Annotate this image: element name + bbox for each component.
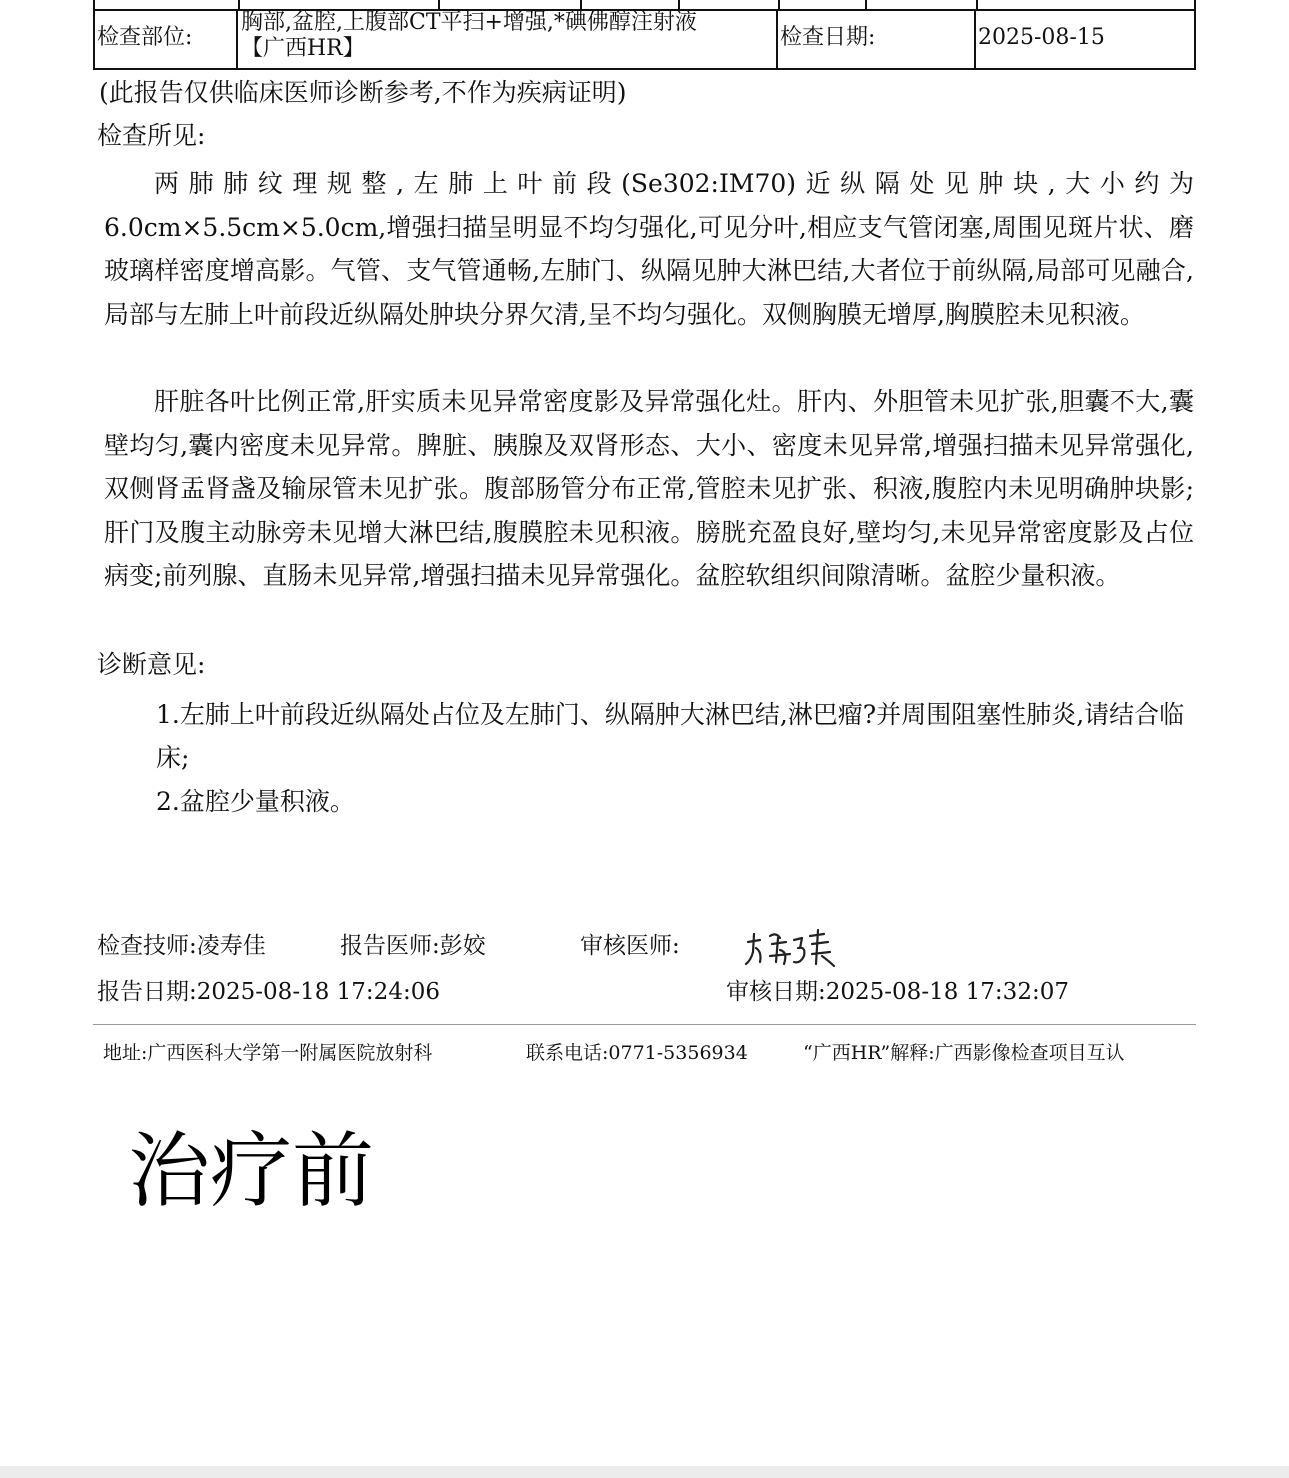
exam-region-value-line2: 【广西HR】: [241, 36, 365, 61]
report-date: 报告日期:2025-08-18 17:24:06: [97, 979, 440, 1005]
footer-divider: [93, 1024, 1196, 1025]
table-divider: [976, 0, 978, 9]
table-divider: [438, 0, 440, 9]
exam-region-value-line1: 胸部,盆腔,上腹部CT平扫+增强,*碘佛醇注射液: [241, 10, 697, 35]
table-divider: [865, 0, 867, 9]
footer-address: 地址:广西医科大学第一附属医院放射科: [103, 1042, 433, 1064]
findings-paragraph-abdomen: 肝脏各叶比例正常,肝实质未见异常密度影及异常强化灶。肝内、外胆管未见扩张,胆囊不大,囊壁均匀,囊内密度未见异常。脾脏、胰腺及双肾形态、大小、密度未见异常,增强扫描未见异常强化,双侧肾盂肾盏及输尿管未见扩张。腹部肠管分布正常,管腔未见扩张、积液,腹腔内未见明确肿块影;肝门及腹主动脉旁未见增大淋巴结,腹膜腔未见积液。膀胱充盈良好,壁均匀,未见异常密度影及占位病变;前列腺、直肠未见异常,增强扫描未见异常强化。盆腔软组织间隙清晰。盆腔少量积液。: [104, 387, 1194, 591]
table-divider: [678, 0, 680, 9]
bottom-bar: [0, 1466, 1289, 1478]
review-date: 审核日期:2025-08-18 17:32:07: [726, 979, 1069, 1005]
table-divider: [238, 0, 240, 9]
exam-info-table: [93, 0, 1196, 70]
table-divider: [778, 0, 780, 9]
exam-region-label: 检查部位:: [95, 9, 238, 68]
diagnosis-item: 1.左肺上叶前段近纵隔处占位及左肺门、纵隔肿大淋巴结,淋巴瘤?并周围阻塞性肺炎,请结合临床;: [156, 700, 1185, 772]
exam-date-value: 2025-08-15: [978, 25, 1105, 50]
exam-date-label: 检查日期:: [778, 9, 976, 68]
diagnosis-item: 2.盆腔少量积液。: [156, 787, 355, 816]
footer-hr-note: “广西HR”解释:广西影像检查项目互认: [803, 1042, 1125, 1064]
caption-before-treatment: 治疗前: [128, 1124, 375, 1219]
findings-paragraph-chest: 两肺肺纹理规整,左肺上叶前段(Se302:IM70)近纵隔处见肿块,大小约为6.0cm×5.5cm×5.0cm,增强扫描呈明显不均匀强化,可见分叶,相应支气管闭塞,周围见斑片状、磨玻璃样密度增高影。气管、支气管通畅,左肺门、纵隔见肿大淋巴结,大者位于前纵隔,局部可见融合,局部与左肺上叶前段近纵隔处肿块分界欠清,呈不均匀强化。双侧胸膜无增厚,胸膜腔未见积液。: [104, 169, 1194, 329]
report-disclaimer: (此报告仅供临床医师诊断参考,不作为疾病证明): [99, 78, 627, 107]
exam-region-value: [238, 9, 778, 68]
table-divider: [580, 0, 582, 9]
reporting-doctor: 报告医师:彭姣: [340, 933, 486, 959]
footer-phone: 联系电话:0771-5356934: [526, 1042, 748, 1064]
diagnosis-heading: 诊断意见:: [97, 650, 206, 679]
findings-heading: 检查所见:: [97, 121, 206, 150]
technician-name: 检查技师:凌寿佳: [97, 933, 266, 959]
handwritten-signature-icon: [740, 922, 840, 972]
reviewing-doctor-label: 审核医师:: [580, 933, 680, 959]
